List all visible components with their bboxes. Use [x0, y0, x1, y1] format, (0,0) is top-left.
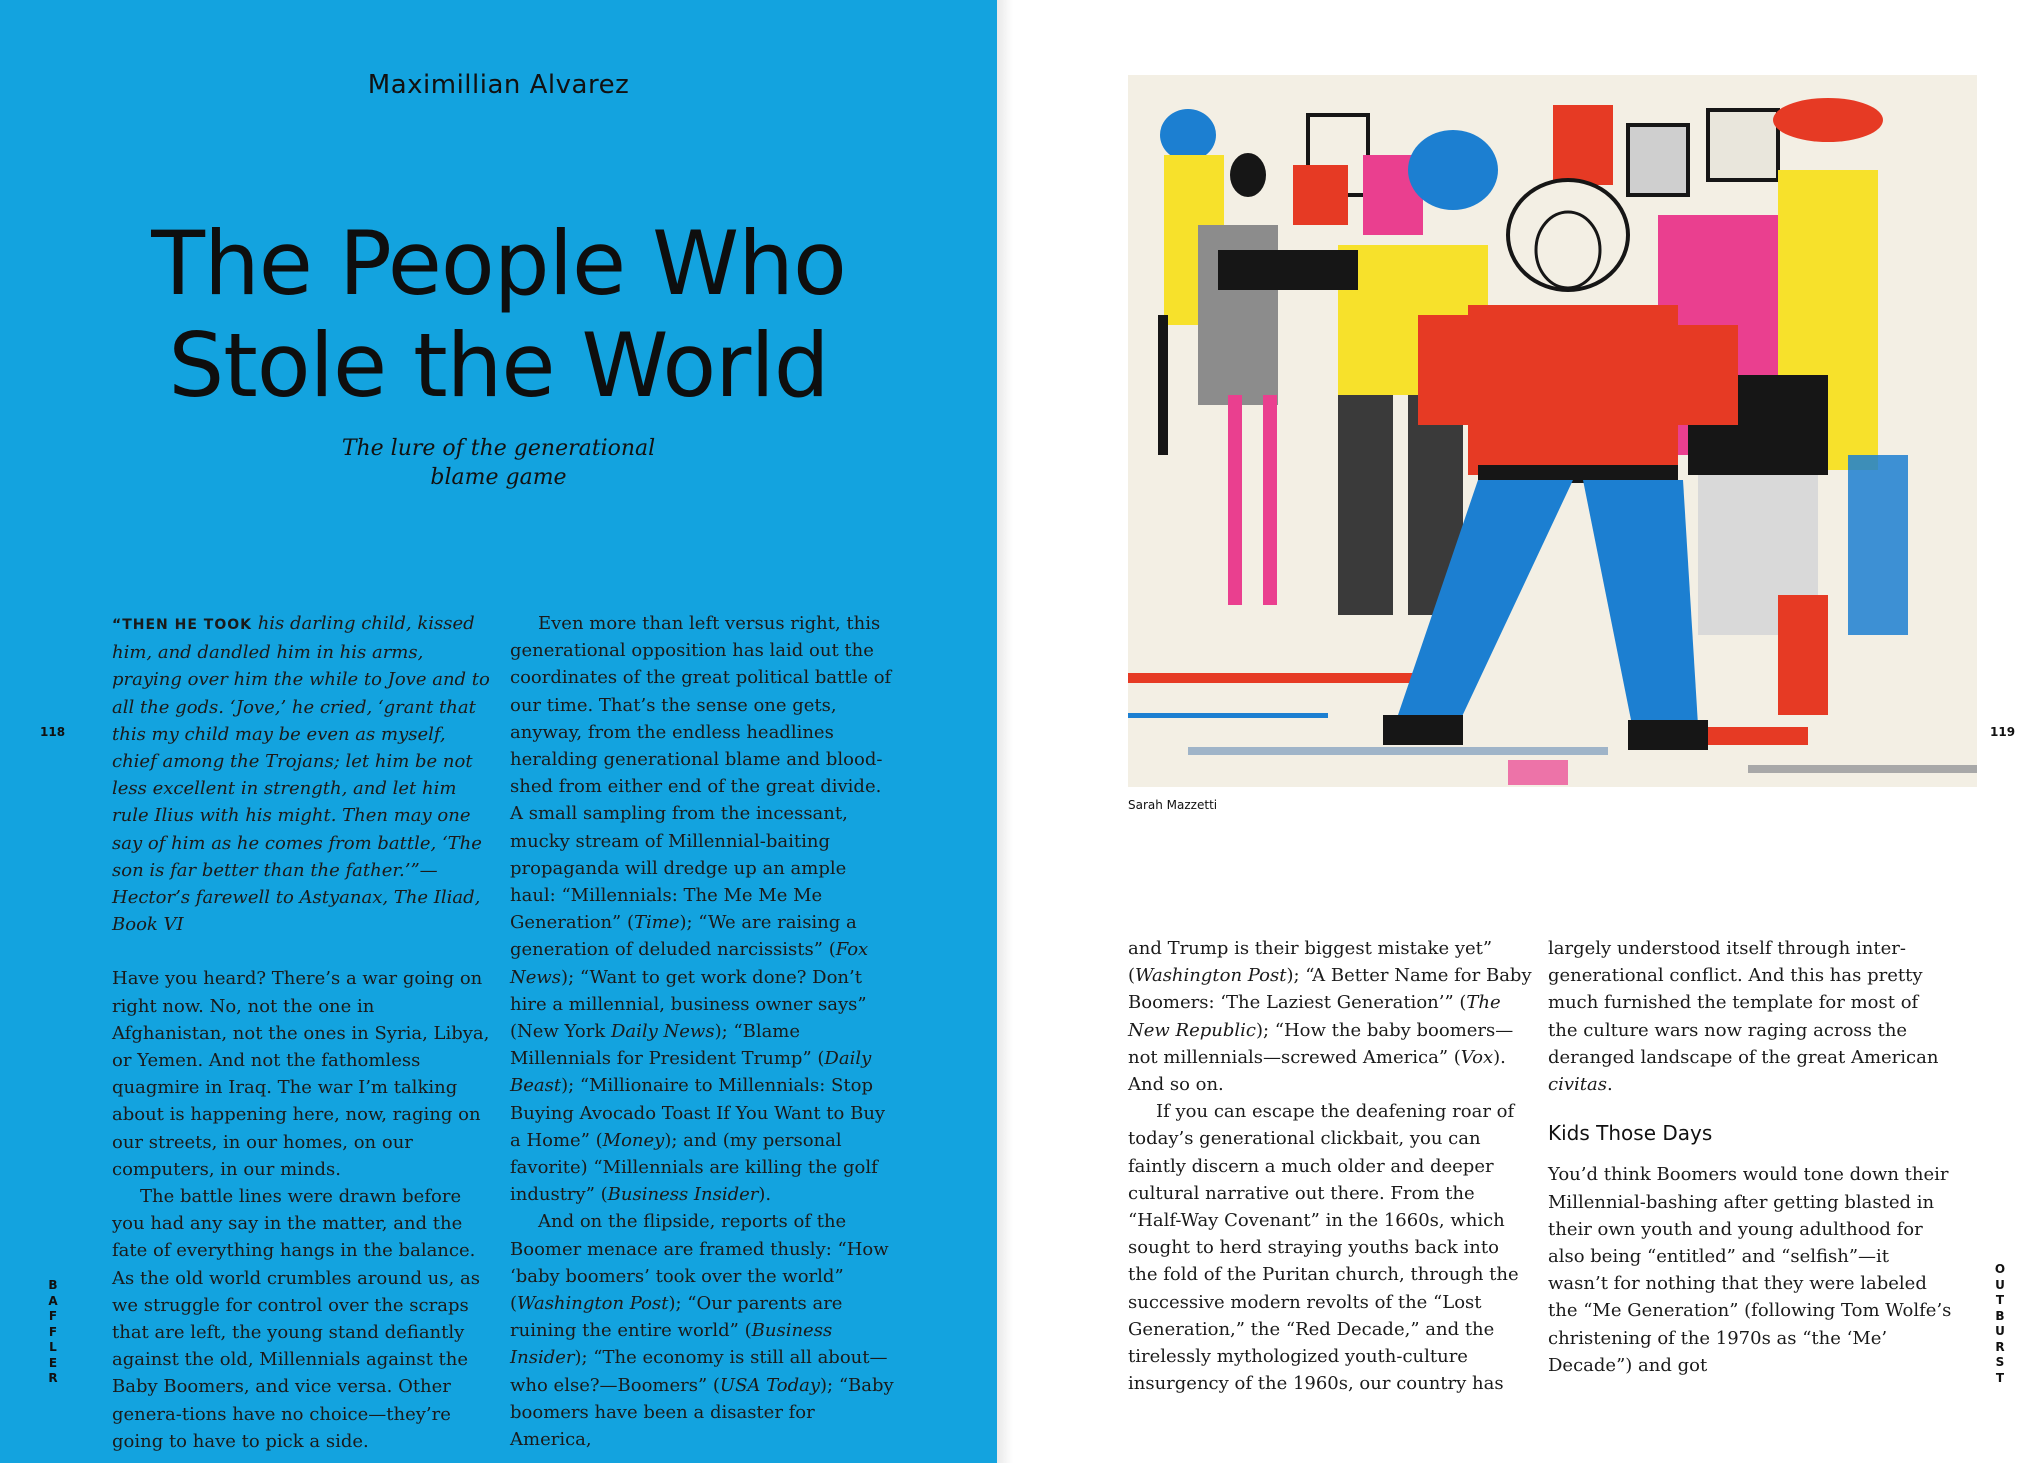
body-paragraph [1128, 935, 1533, 1098]
text-run: and Trump is their biggest mistake yet” ( [1128, 938, 1493, 987]
body-paragraph [510, 610, 894, 1208]
title-line-1: The People Who [151, 212, 846, 315]
text-run: largely understood itself through inter-generational conflict. And this has pretty much furnished the template for most of the culture wars now raging across the deranged landscape of the great American [1548, 938, 1939, 1068]
text-column-3 [1128, 935, 1533, 1397]
source-citation: Time [633, 912, 680, 934]
subtitle-line-2: blame game [430, 465, 567, 490]
text-column-2 [510, 610, 894, 1453]
body-paragraph: If you can escape the deafening roar of today’s generational clickbait, you can faintly discern a much older and deeper cultural narrative out there. From the “Half-Way Covenant” in the 1660s, which sought to herd straying youths back into the fold of the Puritan church, through the successive modern revolts of the “Lost Generation,” the “Red Decade,” and the tirelessly mythologized youth-culture insurgency of the 1960s, our country has [1128, 1101, 1519, 1395]
text-run: ); “Our parents are ruining the entire world” ( [510, 1293, 843, 1342]
illustration [1128, 75, 1977, 787]
illustration-credit: Sarah Mazzetti [1128, 798, 1218, 812]
floor-streak [1508, 760, 1568, 785]
source-citation: Daily Beast [510, 1048, 872, 1097]
figure-leg [1228, 395, 1242, 605]
source-citation: The New Republic [1128, 992, 1501, 1041]
text-run: ). And so on. [1128, 1046, 1506, 1096]
epigraph-lead: “THEN HE TOOK [112, 617, 252, 633]
source-citation: Vox [1460, 1046, 1494, 1068]
figure-shoe [1383, 715, 1463, 745]
text-run: ); “How the baby boomers—not millennials—screwed America” ( [1128, 1019, 1514, 1068]
text-run: ); “Baby boomers have been a disaster for America, [510, 1374, 894, 1451]
figure-head [1160, 109, 1216, 161]
vertical-letter: T [1995, 1370, 2005, 1385]
figure-arm [1218, 250, 1358, 290]
text-run: ); “Millionaire to Millennials: Stop Buying Avocado Toast If You Want to Buy a Home” ( [510, 1075, 886, 1151]
text-run: . [1606, 1074, 1613, 1096]
vertical-letter: E [48, 1355, 58, 1370]
body-paragraph: Have you heard? There’s a war going on right now. No, not the one in Afghanistan, not the ones in Syria, Libya, or Yemen. And not the fathomless quagmire in Iraq. The war I’m talking about is happening here, now, raging on our streets, in our homes, on our computers, in our minds. [112, 968, 490, 1180]
figure-head [1293, 165, 1348, 225]
text-run: “Millennials: The Me Me Me Generation” ( [510, 885, 823, 934]
author-name: Maximillian Alvarez [367, 70, 630, 100]
vertical-letter: R [48, 1371, 58, 1385]
epigraph [112, 610, 492, 938]
figure-hat [1773, 98, 1883, 142]
text-run: ); “Blame Millennials for President Trump” ( [510, 1021, 825, 1070]
text-run: Even more than left versus right, this generational opposition has laid out the coordinates of the great political battle of our time. That’s the sense one gets, anyway, from the endless headlines heralding generational blame and blood-shed from either end of the great divide. A small sampling from the incessant, mucky stream of Millennial-baiting propaganda will dredge up an ample haul: [510, 613, 892, 907]
text-run: ); “We are raising a generation of deluded narcissists” ( [510, 912, 857, 961]
title-line-2: Stole the World [168, 314, 829, 417]
vertical-letter: A [48, 1293, 58, 1308]
text-column-1 [112, 610, 492, 1455]
figure-arm [1668, 325, 1738, 425]
article-subtitle [0, 434, 997, 492]
floor-streak [1128, 673, 1428, 683]
source-citation: USA Today [719, 1374, 821, 1396]
figure-leg [1158, 315, 1168, 455]
source-citation: Daily News [610, 1021, 715, 1043]
figure-boot [1778, 595, 1828, 715]
source-citation: Business Insider [607, 1184, 759, 1206]
vertical-letter: T [1995, 1293, 2005, 1307]
italic-word: civitas [1548, 1074, 1607, 1096]
vertical-letter: R [1995, 1339, 2005, 1354]
vertical-letter: L [49, 1340, 57, 1354]
figure-face [1536, 212, 1600, 288]
source-citation: Business Insider [510, 1320, 833, 1369]
figure-leg [1263, 395, 1277, 605]
vertical-label-baffler [46, 1278, 60, 1387]
vertical-letter: U [1995, 1277, 2005, 1292]
text-run: ); and (my personal favorite) “Millennials are killing the golf industry” ( [510, 1129, 878, 1206]
figure-head [1553, 105, 1613, 185]
epigraph-text: his darling child, kissed him, and dandled him in his arms, praying over him the while to Jove and to all the gods. ‘Jove,’ he cried, ‘grant that this my child may be even as myself, chief among the Trojans; let him be not less excellent in strength, and let him rule Ilius with his might. Then may one say of him as he comes from battle, ‘The son is far better than the father.’”—Hector’s farewell to Astyanax, The Iliad, Book VI [112, 613, 490, 936]
floor-streak [1748, 765, 1977, 773]
figure-hair [1408, 130, 1498, 210]
page-number-left: 118 [40, 725, 66, 739]
source-citation: Fox News [510, 939, 869, 988]
source-citation: Washington Post [1135, 965, 1287, 987]
page-number-right: 119 [1990, 725, 2016, 739]
vertical-letter: S [1995, 1355, 2005, 1369]
subtitle-line-1: The lure of the generational [341, 436, 656, 461]
text-run: ); “A Better Name for Baby Boomers: ‘The Laziest Generation’” ( [1128, 965, 1532, 1014]
body-paragraph [1548, 935, 1953, 1098]
body-paragraph: You’d think Boomers would tone down their Millennial-bashing after getting blasted in their own youth and young adulthood for also being “entitled” and “selfish”—it wasn’t for nothing that they were labeled the “Me Generation” (following Tom Wolfe’s christening of the 1970s as “the ‘Me’ Decade”) and got [1548, 1164, 1952, 1376]
body-paragraph: The battle lines were drawn before you had any say in the matter, and the fate of everything hangs in the balance. As the old world crumbles around us, as we struggle for control over the scraps that are left, the young stand defiantly against the old, Millennials against the Baby Boomers, and vice versa. Other genera-tions have no choice—they’re going to have to pick a side. [112, 1186, 480, 1452]
figure-leg [1848, 455, 1908, 635]
figure-shoe [1628, 720, 1708, 750]
floor-streak [1128, 713, 1328, 718]
vertical-label-outburst [1993, 1262, 2007, 1386]
text-run: ). [758, 1184, 772, 1206]
figure-head [1230, 153, 1266, 197]
vertical-letter: F [48, 1324, 58, 1339]
floor-streak [1188, 747, 1608, 755]
vertical-letter: O [1994, 1262, 2006, 1276]
vertical-letter: B [48, 1278, 58, 1292]
vertical-letter: F [48, 1309, 58, 1323]
vertical-letter: B [1995, 1308, 2005, 1323]
page-gutter [997, 0, 1013, 1463]
text-run: And on the flipside, reports of the Boomer menace are framed thusly: “How ‘baby boomers’ took over the world” ( [510, 1211, 889, 1315]
figure-leg [1338, 395, 1393, 615]
vertical-letter: U [1995, 1324, 2005, 1338]
text-run: ); “The economy is still all about—who else?—Boomers” ( [510, 1347, 888, 1396]
figure-head [1628, 125, 1688, 195]
source-citation: Money [602, 1129, 665, 1151]
text-run: ); “Want to get work done? Don’t hire a millennial, business owner says” (New York [510, 966, 867, 1043]
text-column-4 [1548, 935, 1953, 1379]
article-title [0, 213, 997, 417]
source-citation: Washington Post [517, 1293, 669, 1315]
section-heading: Kids Those Days [1548, 1121, 1713, 1146]
figure-torso [1468, 305, 1678, 475]
figure-head [1708, 110, 1778, 180]
figure-arm [1418, 315, 1488, 425]
body-paragraph [510, 1208, 894, 1453]
